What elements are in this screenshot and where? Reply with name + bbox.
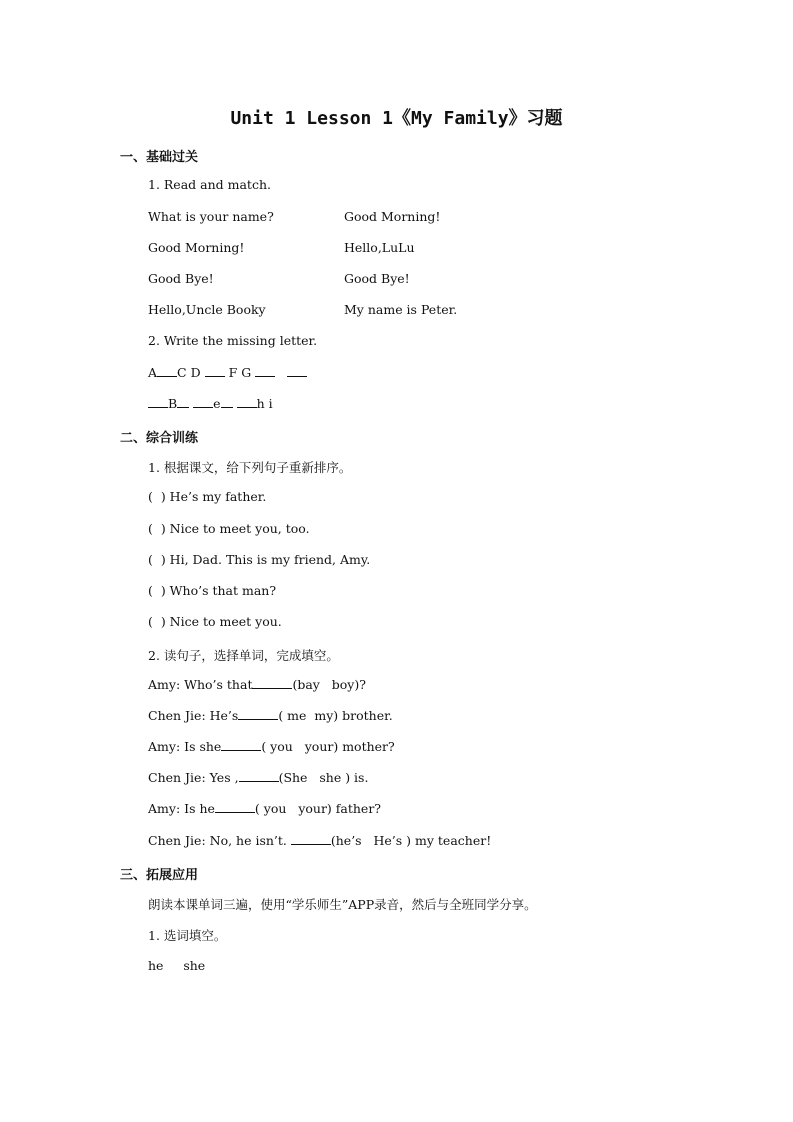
section1-heading: 一、基础过关 [120, 150, 199, 165]
match-left-3: Good Bye! [148, 271, 214, 286]
blank[interactable] [148, 397, 168, 408]
match-left-2: Good Morning! [148, 240, 245, 255]
fill-pre: Chen Jie: He’s [148, 708, 239, 723]
blank[interactable] [238, 709, 278, 720]
letter-fg: F G [228, 365, 252, 380]
order-item-2: ( ) Nice to meet you, too. [148, 521, 310, 536]
fill-pre: Amy: Is he [148, 801, 215, 816]
fill-post: (bay boy)? [292, 677, 366, 692]
letter-a: A [148, 365, 158, 380]
fill-post: ( you your) mother? [261, 739, 395, 754]
fill-item-6 [148, 833, 491, 848]
blank[interactable] [237, 397, 257, 408]
fill-post: ( me my) brother. [278, 708, 393, 723]
word-bank: he she [148, 958, 206, 973]
fill-item-4 [148, 770, 368, 785]
section3-heading: 三、拓展应用 [120, 868, 199, 883]
blank[interactable] [177, 397, 189, 408]
s3-q1: 1. 选词填空。 [148, 928, 227, 943]
fill-pre: Amy: Is she [148, 739, 222, 754]
letter-cd: C D [177, 365, 201, 380]
order-item-1: ( ) He’s my father. [148, 489, 267, 504]
fill-pre: Chen Jie: Yes , [148, 770, 239, 785]
letter-b: B [168, 396, 178, 411]
blank[interactable] [287, 366, 307, 377]
fill-item-1 [148, 677, 366, 692]
s1-q1: 1. Read and match. [148, 177, 271, 192]
match-right-1: Good Morning! [344, 209, 441, 224]
s1-q2: 2. Write the missing letter. [148, 333, 318, 348]
fill-pre: Amy: Who’s that [148, 677, 253, 692]
match-right-3: Good Bye! [344, 271, 410, 286]
letters-row-2 [148, 396, 273, 411]
s2-q2: 2. 读句子，选择单词，完成填空。 [148, 648, 339, 663]
blank[interactable] [157, 366, 177, 377]
blank[interactable] [193, 397, 213, 408]
fill-item-5 [148, 801, 381, 816]
match-left-1: What is your name? [148, 209, 274, 224]
fill-post: (She she ) is. [278, 770, 369, 785]
letters-row-1 [148, 365, 307, 380]
match-left-4: Hello,Uncle Booky [148, 302, 266, 317]
match-right-2: Hello,LuLu [344, 240, 415, 255]
blank[interactable] [252, 678, 292, 689]
match-right-4: My name is Peter. [344, 302, 458, 317]
fill-item-3 [148, 739, 395, 754]
blank[interactable] [239, 771, 279, 782]
blank[interactable] [221, 397, 233, 408]
blank[interactable] [291, 834, 331, 845]
order-item-5: ( ) Nice to meet you. [148, 614, 282, 629]
blank[interactable] [215, 802, 255, 813]
letter-hi: h i [256, 396, 273, 411]
blank[interactable] [255, 366, 275, 377]
fill-post: (he’s He’s ) my teacher! [330, 833, 492, 848]
fill-post: ( you your) father? [254, 801, 382, 816]
s3-intro: 朗读本课单词三遍，使用“学乐师生”APP录音，然后与全班同学分享。 [148, 897, 537, 912]
s2-q1: 1. 根据课文，给下列句子重新排序。 [148, 460, 352, 475]
letter-e: e [213, 396, 221, 411]
fill-item-2 [148, 708, 393, 723]
order-item-4: ( ) Who’s that man? [148, 583, 277, 598]
section2-heading: 二、综合训练 [120, 431, 199, 446]
blank[interactable] [205, 366, 225, 377]
page-title: Unit 1 Lesson 1《My Family》习题 [230, 108, 563, 129]
fill-pre: Chen Jie: No, he isn’t. [148, 833, 291, 848]
blank[interactable] [221, 740, 261, 751]
order-item-3: ( ) Hi, Dad. This is my friend, Amy. [148, 552, 371, 567]
